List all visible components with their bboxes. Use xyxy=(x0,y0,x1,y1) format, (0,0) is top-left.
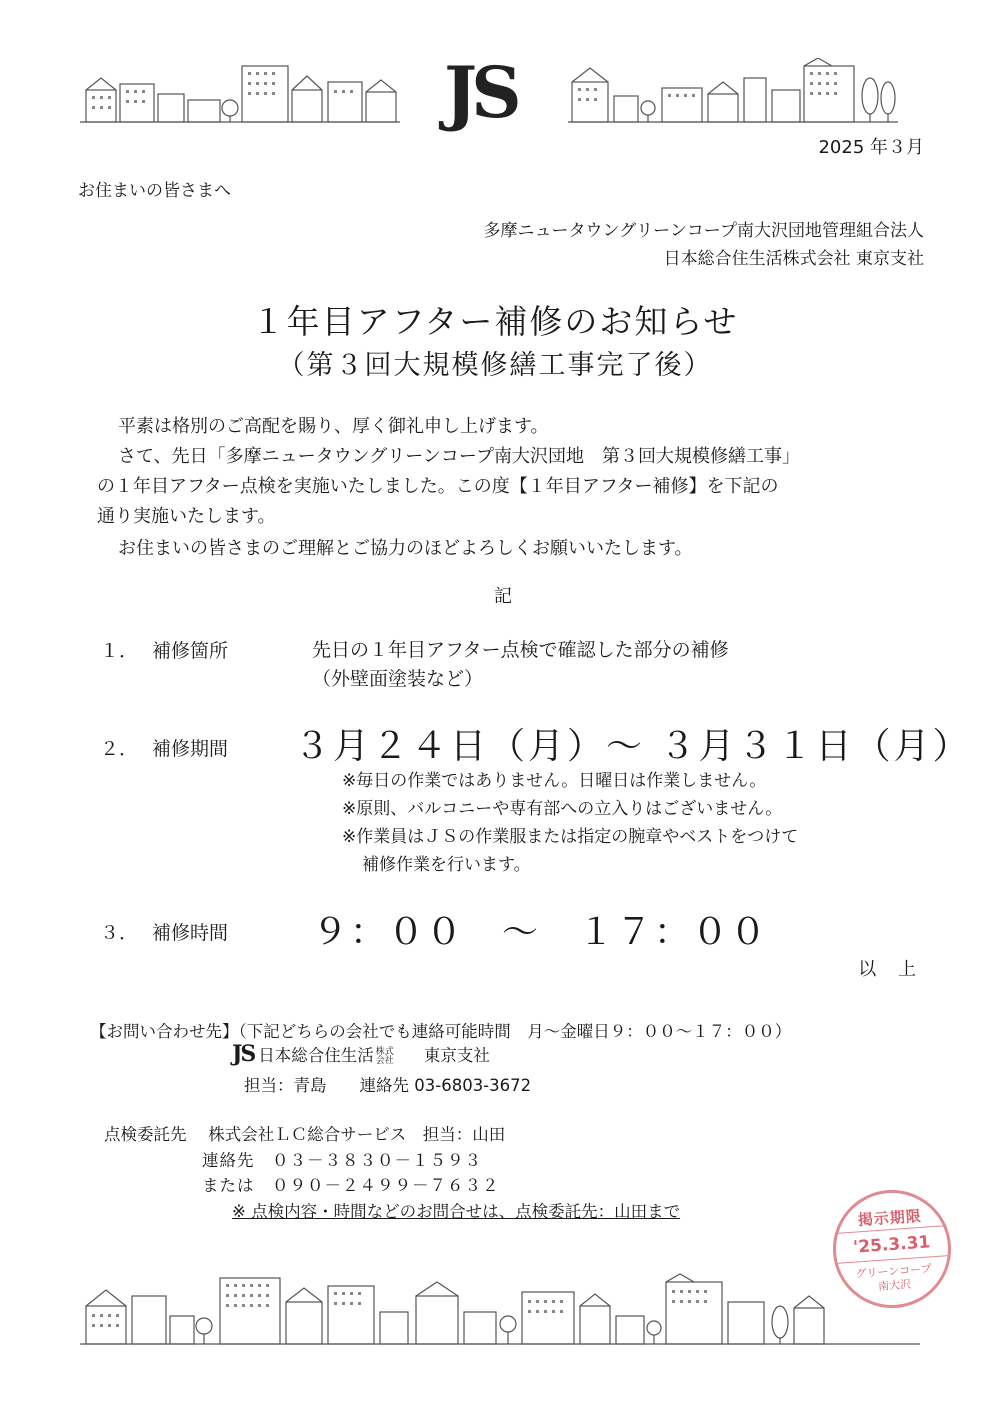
stamp-date: '25.3.31 xyxy=(852,1232,931,1258)
item-1-detail-sub: （外壁面塗装など） xyxy=(312,668,484,690)
contact-heading: 【お問い合わせ先】（下記どちらの会社でも連絡可能時間 月～金曜日９：００～１７：００） xyxy=(90,1022,792,1041)
js-small-logo: JS xyxy=(232,1041,255,1067)
body-paragraph-1: 平素は格別のご高配を賜り、厚く御礼申し上げます。 xyxy=(118,416,549,437)
stamp-title: 掲示期限 xyxy=(857,1206,923,1230)
inquiry-notice: ※ 点検内容・時間などのお問合せは、点検委託先：山田まで xyxy=(232,1202,681,1221)
period-note-2: ※原則、バルコニーや専有部への立入りはございません。 xyxy=(342,799,783,819)
item-3-label: 補修時間 xyxy=(152,922,229,944)
contractor-tel-1: 連絡先 ０３－３８３０－１５９３ xyxy=(202,1151,482,1170)
notice-title: １年目アフター補修のお知らせ xyxy=(251,302,739,341)
sender-association: 多摩ニュータウングリーンコープ南大沢団地管理組合法人 xyxy=(483,221,924,241)
js-company-line xyxy=(232,1041,490,1067)
item-2-number: ２． xyxy=(100,738,139,760)
item-1-detail: 先日の１年目アフター点検で確認した部分の補修 xyxy=(312,639,729,661)
sender-company: 日本総合住生活株式会社 東京支社 xyxy=(663,249,924,269)
greeting: お住まいの皆さまへ xyxy=(78,181,231,201)
issue-date: 2025 年３月 xyxy=(818,137,924,158)
company-name: 日本総合住生活 xyxy=(258,1046,374,1065)
inspection-contractor: 点検委託先 株式会社ＬＣ総合サービス 担当：山田 xyxy=(104,1125,506,1144)
period-note-1: ※毎日の作業ではありません。日曜日は作業しません。 xyxy=(342,771,767,791)
kabushiki-kaisha-mark: 株式 会社 xyxy=(375,1046,394,1066)
item-2-label: 補修期間 xyxy=(152,738,229,760)
item-3-number: ３． xyxy=(100,922,139,944)
repair-period: ３月２４日（月）～ ３月３１日（月） xyxy=(294,726,972,767)
branch-name: 東京支社 xyxy=(423,1046,490,1065)
ki-marker: 記 xyxy=(494,586,512,607)
js-logo: JS xyxy=(444,51,516,134)
body-paragraph-2-line-1: さて、先日「多摩ニュータウングリーンコープ南大沢団地 第３回大規模修繕工事」 xyxy=(118,446,801,467)
body-paragraph-2-line-2: の１年目アフター点検を実施いたしました。この度【１年目アフター補修】を下記の xyxy=(97,476,779,497)
city-illustration-top-right xyxy=(568,58,898,124)
contractor-tel-2: または ０９０－２４９９－７６３２ xyxy=(202,1176,500,1195)
body-paragraph-2-line-3: 通り実施いたします。 xyxy=(97,506,276,527)
notice-subtitle: （第３回大規模修繕工事完了後） xyxy=(277,350,713,381)
contact-person: 担当：青島 連絡先 03-6803-3672 xyxy=(244,1076,532,1095)
closing-mark: 以 上 xyxy=(858,959,924,980)
item-1-label: 補修箇所 xyxy=(152,640,229,662)
item-1-number: １． xyxy=(100,640,139,662)
period-note-4: 補修作業を行います。 xyxy=(362,855,531,875)
city-illustration-top-left xyxy=(80,62,400,124)
body-paragraph-3: お住まいの皆さまのご理解とご協力のほどよろしくお願いいたします。 xyxy=(118,538,693,559)
city-illustration-bottom xyxy=(80,1272,920,1346)
period-note-3: ※作業員はＪＳの作業服または指定の腕章やベストをつけて xyxy=(342,827,799,847)
stamp-org-2: 南大沢 xyxy=(877,1277,912,1294)
repair-time: ９：００ ～ １７：００ xyxy=(312,912,769,953)
stamp-org-1: グリーンコープ xyxy=(855,1262,933,1281)
